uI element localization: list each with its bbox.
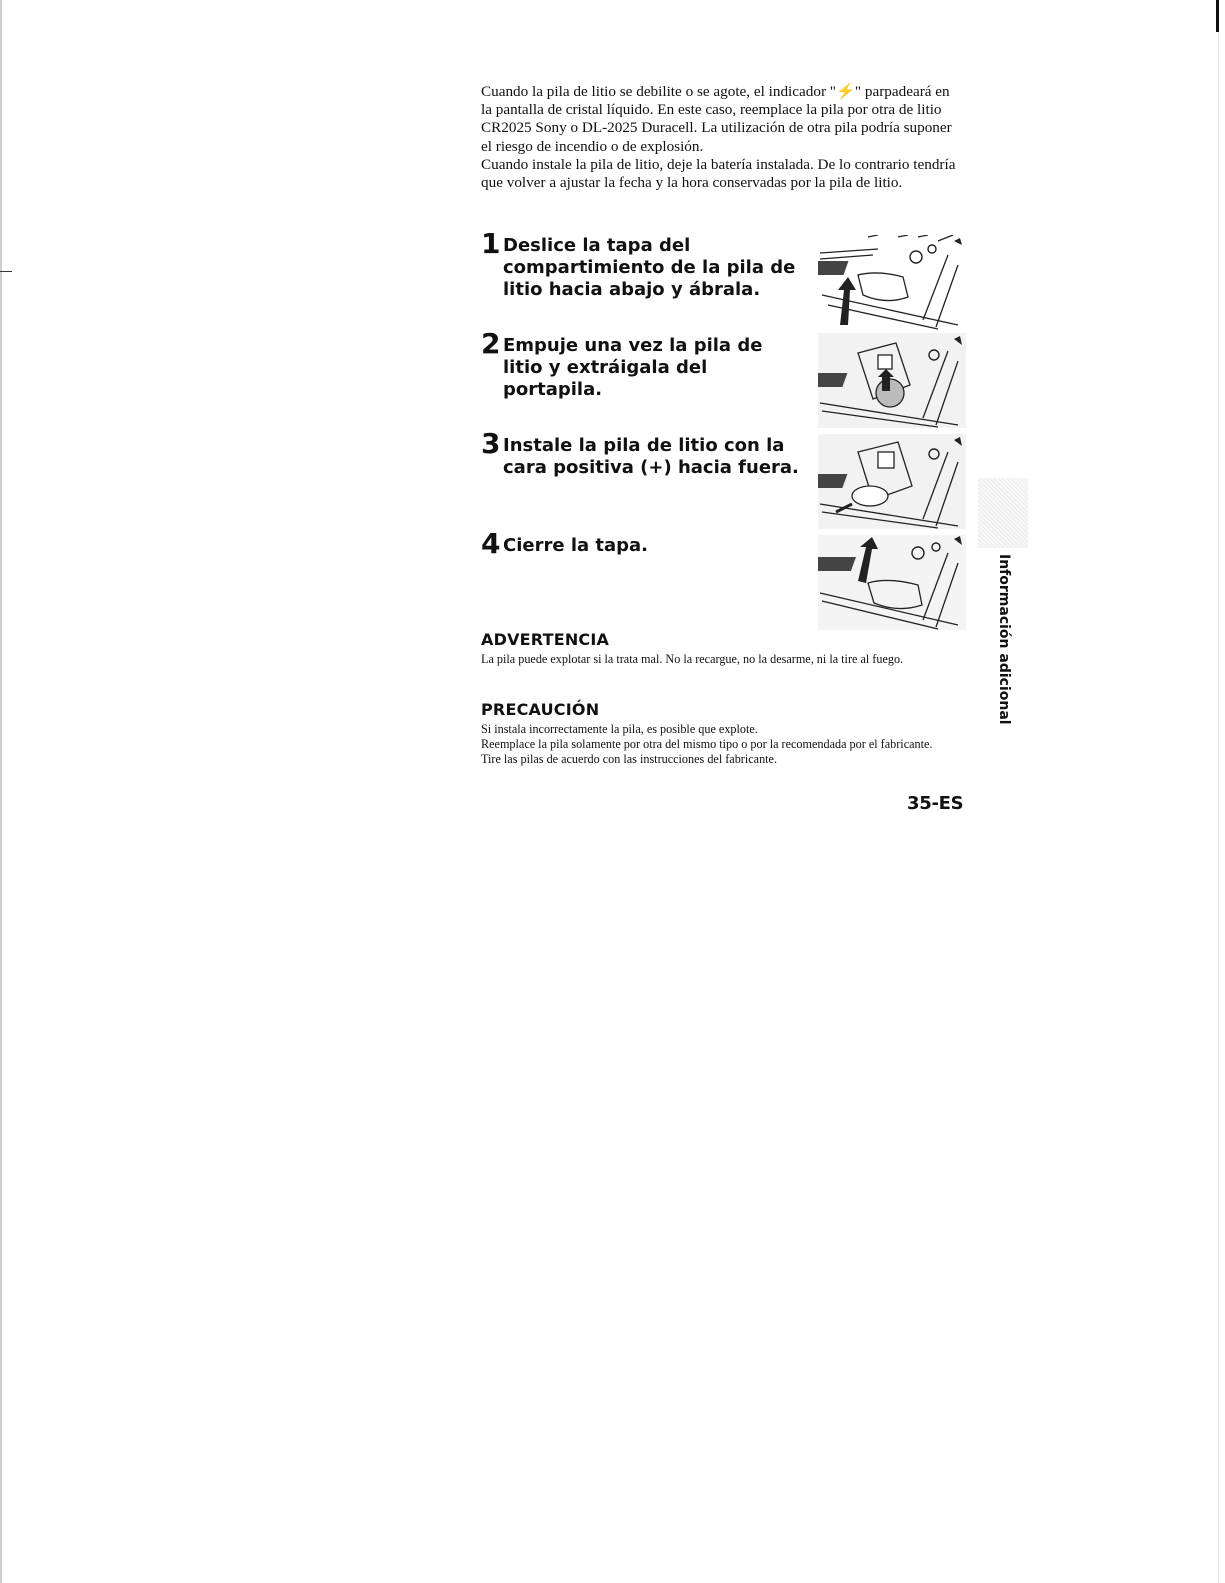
step-4 [481, 527, 801, 560]
caution-title: PRECAUCIÓN [481, 700, 600, 719]
crop-mark [0, 271, 12, 272]
step-1 [481, 227, 801, 301]
step-number: 2 [481, 327, 501, 360]
step-text: Instale la pila de litio con la cara positiva (+) hacia fuera. [503, 435, 799, 478]
scan-mark [1216, 0, 1219, 32]
step-3 [481, 427, 801, 479]
caution-line: Tire las pilas de acuerdo con las instrucciones del fabricante. [481, 752, 778, 766]
caution-line: Reemplace la pila solamente por otra del mismo tipo o por la recomendada por el fabricante. [481, 737, 933, 751]
intro-paragraph: Cuando la pila de litio se debilite o se agote, el indicador "⚡" parpadeará en la pantalla de cristal líquido. En este caso, reemplace la pila por otra de litio CR2025 Sony o DL-2025 Duracell. La utilización de otra pila podría suponer el riesgo de incendio o de explosión. [481, 83, 952, 155]
warning-title: ADVERTENCIA [481, 630, 610, 649]
page-number: 35-ES [907, 793, 964, 814]
step-text: Deslice la tapa del compartimiento de la pila de litio hacia abajo y ábrala. [503, 235, 796, 300]
page-edge [1218, 0, 1219, 1583]
illustration-open-cover [818, 235, 966, 330]
illustration-install-battery [818, 434, 966, 529]
step-2 [481, 327, 801, 401]
side-tab-label: Información adicional [996, 554, 1012, 725]
page-edge [0, 0, 2, 1583]
step-number: 1 [481, 227, 501, 260]
caution-line: Si instala incorrectamente la pila, es posible que explote. [481, 722, 758, 736]
intro-paragraph: Cuando instale la pila de litio, deje la batería instalada. De lo contrario tendría que volver a ajustar la fecha y la hora conservadas por la pila de litio. [481, 155, 956, 192]
side-tab-marker [978, 478, 1028, 548]
step-text: Cierre la tapa. [503, 535, 649, 556]
step-number: 3 [481, 427, 501, 460]
warning-text [481, 652, 961, 667]
intro-text [481, 83, 961, 192]
caution-text [481, 722, 961, 767]
illustration-remove-battery [818, 333, 966, 428]
step-text: Empuje una vez la pila de litio y extráigala del portapila. [503, 335, 763, 400]
step-number: 4 [481, 527, 501, 560]
illustration-close-cover [818, 535, 966, 630]
warning-paragraph: La pila puede explotar si la trata mal. No la recargue, no la desarme, ni la tire al fuego. [481, 652, 904, 666]
